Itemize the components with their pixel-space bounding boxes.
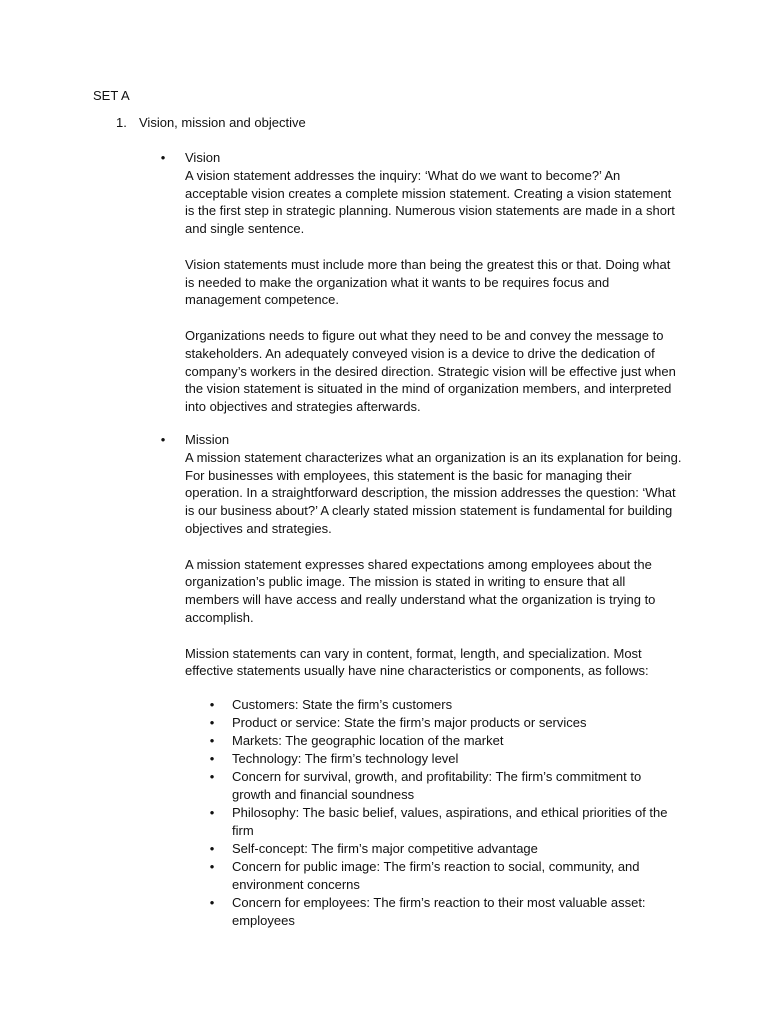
mission-section [160,431,683,680]
mission-body [185,431,683,680]
set-title: SET A [93,88,130,103]
item-title: Vision, mission and objective [139,115,306,130]
bullet-icon: • [160,432,166,447]
item-number: 1. [116,115,127,130]
list-item [207,696,677,714]
list-item-text: Concern for survival, growth, and profitability: The firm’s commitment to growth and financial soundness [232,769,642,802]
list-item-text: Concern for public image: The firm’s reaction to social, community, and environment concerns [232,859,640,892]
list-item-text: Philosophy: The basic belief, values, aspirations, and ethical priorities of the firm [232,805,668,838]
list-item [207,768,677,804]
vision-paragraph-2: Vision statements must include more than being the greatest this or that. Doing what is needed to make the organization what it wants to be requires focus and management competence. [185,256,671,308]
mission-heading: Mission [185,432,230,447]
list-item [207,894,677,930]
list-item [207,714,677,732]
bullet-icon: • [209,859,215,874]
mission-paragraph-2: A mission statement expresses shared expectations among employees about the organization’s public image. The mission is stated in writing to ensure that all members will have access and really understand what the organization is trying to accomplish. [185,556,656,625]
bullet-icon: • [209,715,215,730]
vision-body [185,149,683,416]
list-item-text: Concern for employees: The firm’s reaction to their most valuable asset: employees [232,895,646,928]
bullet-icon: • [209,733,215,748]
list-item-text: Self-concept: The firm’s major competitive advantage [232,841,538,856]
list-item-text: Technology: The firm’s technology level [232,751,459,766]
vision-paragraph-3: Organizations needs to figure out what they need to be and convey the message to stakeholders. An adequately conveyed vision is a device to drive the dedication of company’s workers in the desired direction. Strategic vision will be effective just when the vision statement is situated in the mind of organization members, and interpreted into objectives and strategies afterwards. [185,327,676,415]
list-item-text: Customers: State the firm’s customers [232,697,453,712]
bullet-icon: • [209,895,215,910]
list-item [207,732,677,750]
vision-paragraph-1: A vision statement addresses the inquiry: ‘What do we want to become?’ An acceptable vision creates a complete mission statement. Creating a vision statement is the first step in strategic planning. Numerous vision statements are made in a short and single sentence. [185,167,675,237]
mission-components-list [207,696,677,930]
bullet-icon: • [209,751,215,766]
list-item-text: Product or service: State the firm’s major products or services [232,715,587,730]
mission-paragraph-3: Mission statements can vary in content, format, length, and specialization. Most effective statements usually have nine characteristics or components, as follows: [185,645,649,679]
list-item [207,858,677,894]
vision-section [160,149,683,416]
vision-heading: Vision [185,150,221,165]
list-item-text: Markets: The geographic location of the market [232,733,504,748]
bullet-icon: • [209,841,215,856]
list-item [207,804,677,840]
bullet-icon: • [209,697,215,712]
bullet-icon: • [160,150,166,165]
mission-paragraph-1: A mission statement characterizes what an organization is an its explanation for being. For businesses with employees, this statement is the basic for managing their operation. In a straightforward description, the mission addresses the question: ‘What is our business about?’ A clearly stated mission statement is fundamental for building objectives and strategies. [185,449,682,536]
bullet-icon: • [209,805,215,820]
list-item [207,840,677,858]
list-item [207,750,677,768]
bullet-icon: • [209,769,215,784]
